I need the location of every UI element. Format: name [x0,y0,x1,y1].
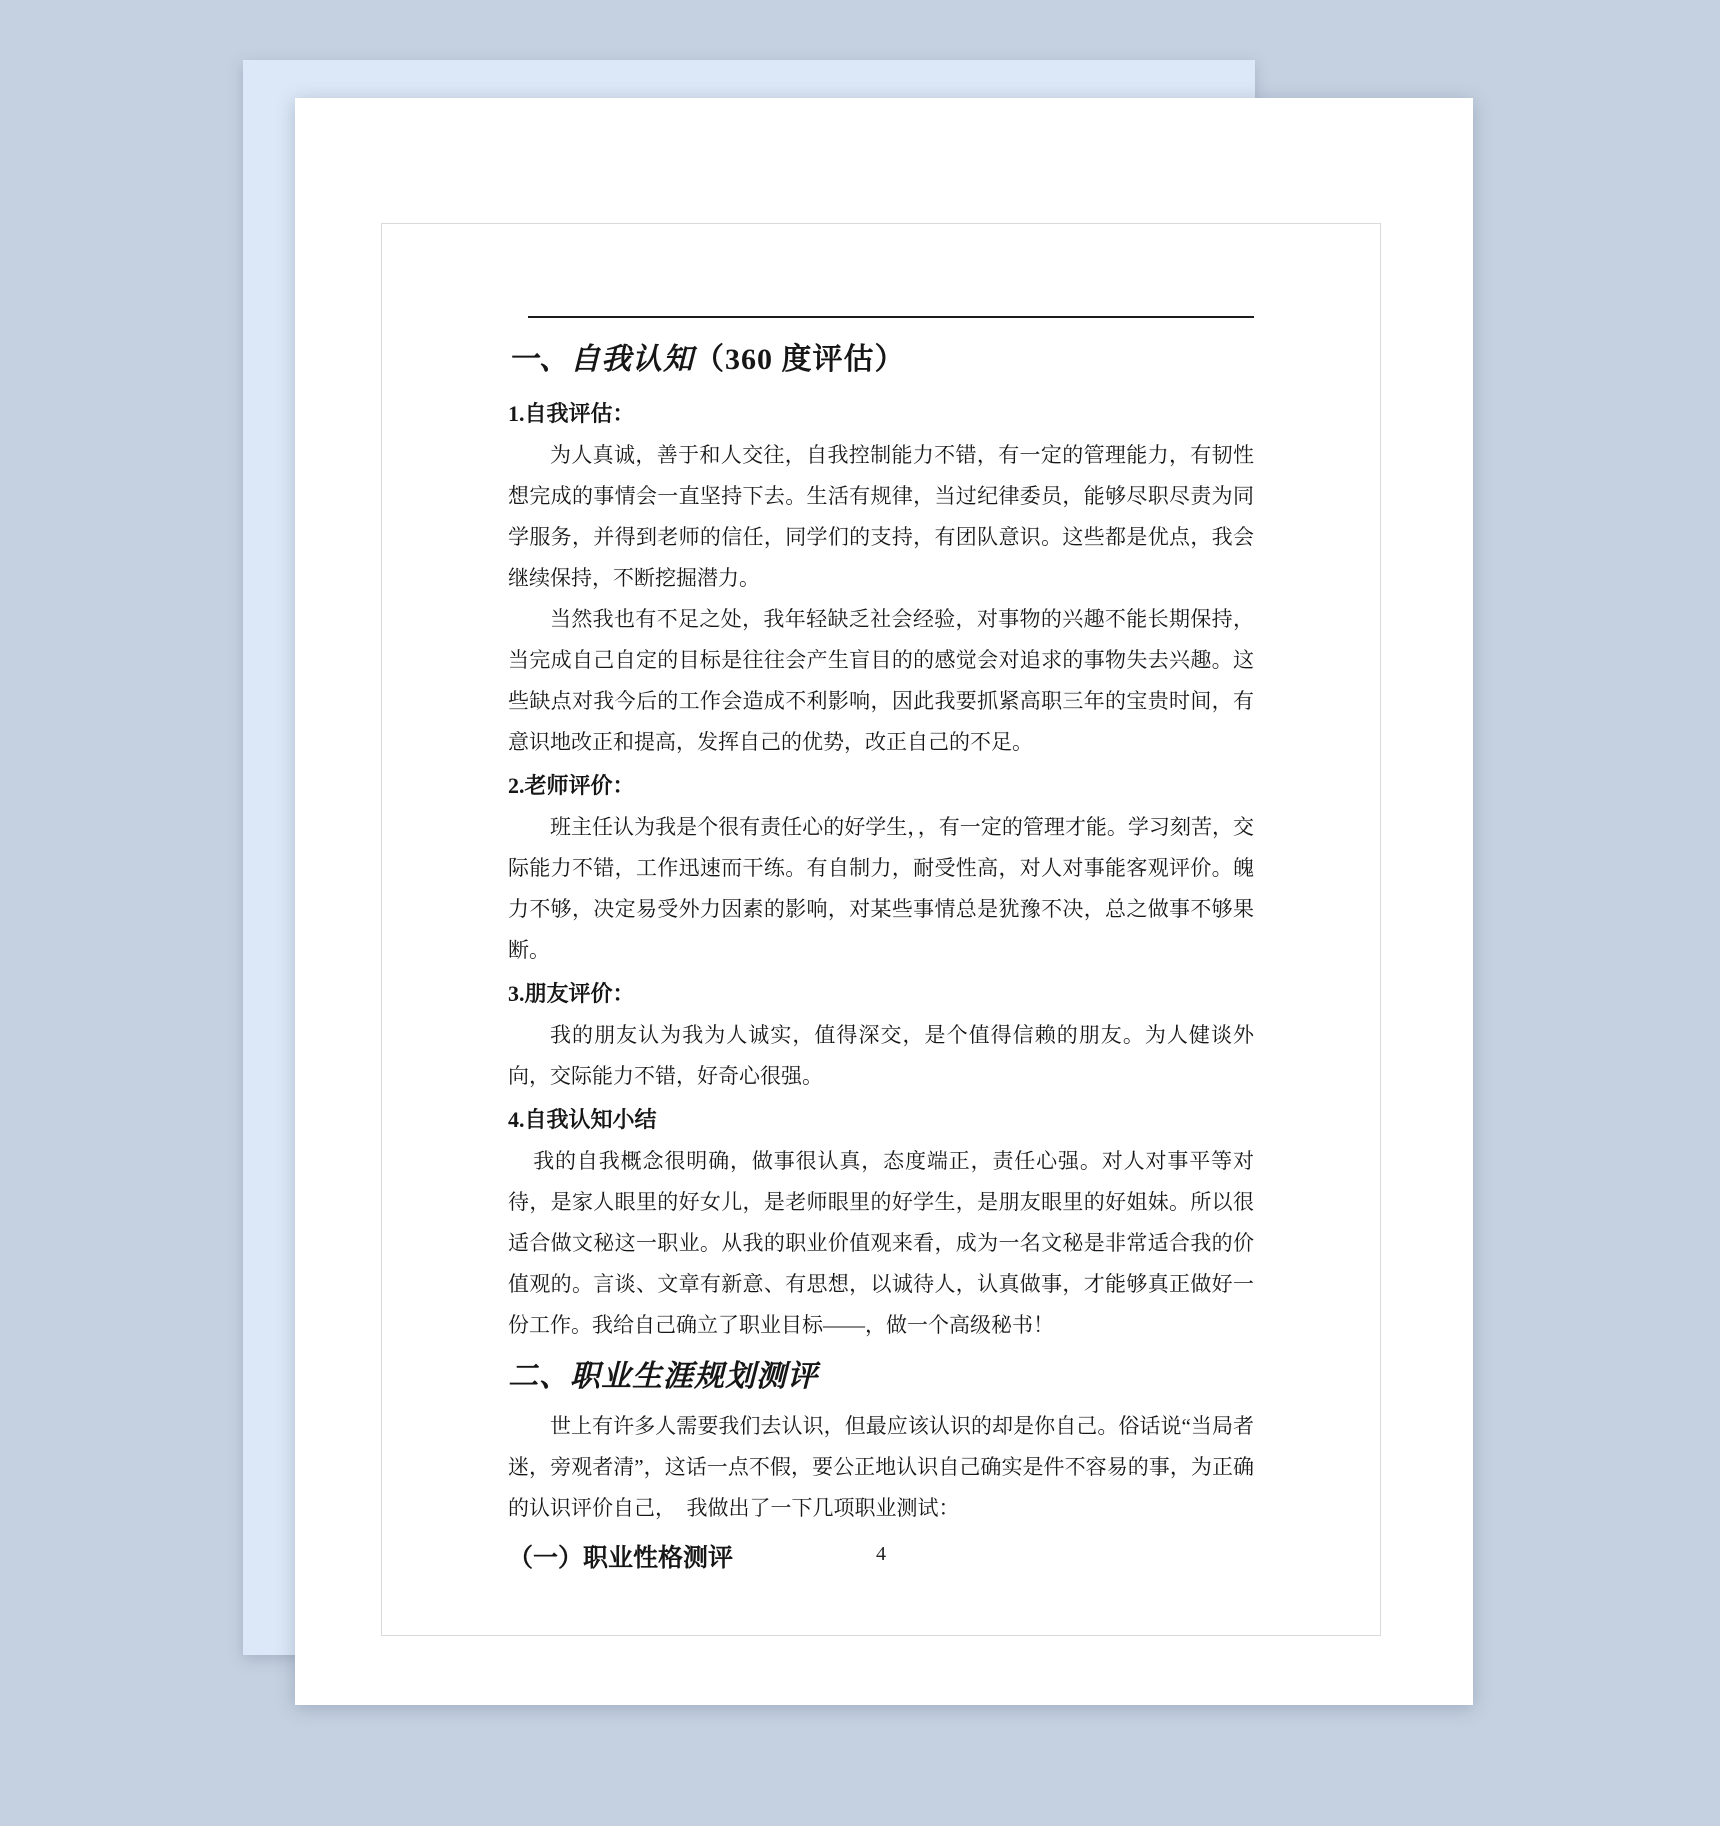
section1-heading-title: 自我认知 [570,343,694,376]
header-rule [528,316,1254,318]
subheading-self-summary: 4.自我认知小结 [508,1107,657,1132]
subheading-personality-test: （一）职业性格测评 [508,1545,734,1572]
section1-heading-suffix: （360 度评估） [694,343,906,376]
paragraph-teacher-evaluation: 班主任认为我是个很有责任心的好学生，，有一定的管理才能。学习刻苦，交际能力不错，工作迅速而干练。有自制力，耐受性高，对人对事能客观评价。魄力不够，决定易受外力因素的影响，对某些事情总是犹豫不决，总之做事不够果断。 [508,815,1254,962]
page-content [508,224,1254,1579]
subheading-teacher-evaluation: 2.老师评价： [508,773,635,798]
subheading-friend-evaluation: 3.朋友评价： [508,981,635,1006]
paragraph-career-test-intro: 世上有许多人需要我们去认识，但最应该认识的却是你自己。俗话说“当局者迷，旁观者清”，这话一点不假，要公正地认识自己确实是件不容易的事，为正确的认识评价自己， 我做出了一下几项职业测试： [508,1414,1254,1520]
section1-heading-number: 一、 [508,343,570,376]
paragraph-friend-evaluation: 我的朋友认为我为人诚实，值得深交，是个值得信赖的朋友。为人健谈外向，交际能力不错，好奇心很强。 [508,1023,1254,1088]
paragraph-self-evaluation-2: 当然我也有不足之处，我年轻缺乏社会经验，对事物的兴趣不能长期保持，当完成自己自定的目标是往往会产生盲目的的感觉会对追求的事物失去兴趣。这些缺点对我今后的工作会造成不利影响，因此我要抓紧高职三年的宝贵时间，有意识地改正和提高，发挥自己的优势，改正自己的不足。 [508,607,1254,754]
section2-heading-number: 二、 [508,1360,570,1393]
paragraph-self-summary: 我的自我概念很明确，做事很认真，态度端正，责任心强。对人对事平等对待，是家人眼里的好女儿，是老师眼里的好学生，是朋友眼里的好姐妹。所以很适合做文秘这一职业。从我的职业价值观来看，成为一名文秘是非常适合我的价值观的。言谈、文章有新意、有思想，以诚待人，认真做事，才能够真正做好一份工作。我给自己确立了职业目标——，做一个高级秘书！ [508,1149,1254,1337]
paragraph-self-evaluation-1: 为人真诚，善于和人交往，自我控制能力不错，有一定的管理能力，有韧性想完成的事情会一直坚持下去。生活有规律，当过纪律委员，能够尽职尽责为同学服务，并得到老师的信任，同学们的支持，有团队意识。这些都是优点，我会继续保持，不断挖掘潜力。 [508,443,1254,590]
page-inner-frame [381,223,1381,1636]
section2-heading-title: 职业生涯规划测评 [570,1360,818,1393]
section1-heading [508,338,1254,382]
document-page [295,98,1473,1705]
subheading-self-evaluation: 1.自我评估： [508,401,635,426]
page-number: 4 [876,1543,886,1565]
section2-heading [508,1354,1254,1400]
